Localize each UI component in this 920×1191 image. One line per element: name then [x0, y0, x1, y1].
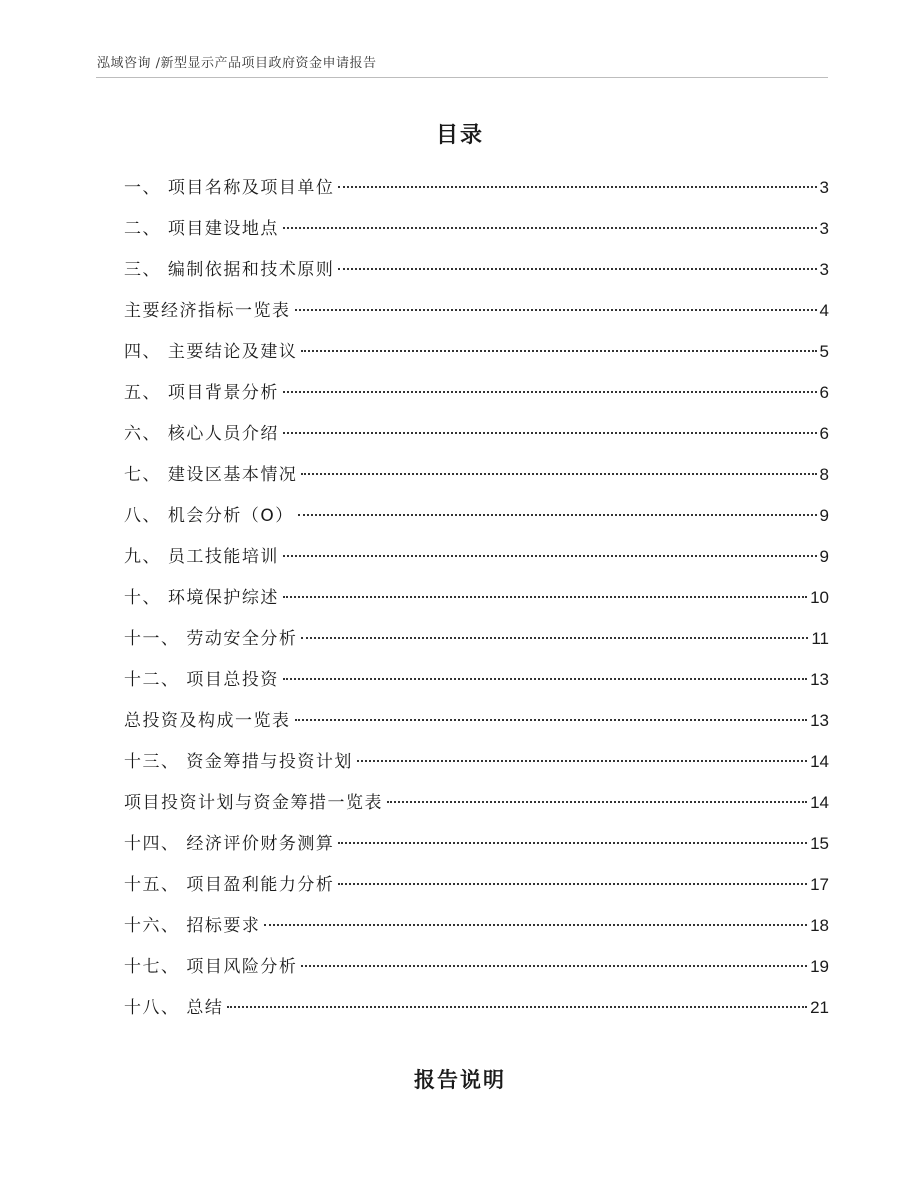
toc-entry-label: 一、 项目名称及项目单位 [124, 178, 335, 198]
toc-dot-leader [283, 227, 817, 229]
toc-entry[interactable] [124, 295, 829, 336]
toc-dot-leader [264, 924, 807, 926]
toc-entry-page-number: 9 [819, 506, 829, 525]
toc-entry-label: 十、 环境保护综述 [124, 588, 279, 608]
toc-entry-label: 四、 主要结论及建议 [124, 342, 298, 362]
toc-entry-label: 十五、 项目盈利能力分析 [124, 875, 335, 895]
toc-dot-leader [338, 186, 816, 188]
toc-entry[interactable] [124, 664, 829, 705]
toc-entry-page-number: 3 [819, 219, 829, 238]
toc-entry-label: 项目投资计划与资金筹措一览表 [124, 793, 383, 813]
toc-entry-page-number: 19 [810, 957, 829, 976]
toc-entry-page-number: 21 [810, 998, 829, 1017]
toc-entry[interactable] [124, 705, 829, 746]
toc-entry-page-number: 11 [811, 629, 829, 648]
toc-entry-label: 三、 编制依据和技术原则 [124, 260, 335, 280]
toc-dot-leader [283, 432, 817, 434]
toc-dot-leader [298, 514, 817, 516]
toc-dot-leader [338, 268, 816, 270]
toc-entry-page-number: 5 [819, 342, 829, 361]
toc-entry-label: 八、 机会分析（O） [124, 506, 294, 526]
toc-dot-leader [301, 637, 808, 639]
toc-entry-label: 五、 项目背景分析 [124, 383, 279, 403]
toc-dot-leader [301, 473, 816, 475]
toc-entry-label: 九、 员工技能培训 [124, 547, 279, 567]
toc-entry-page-number: 18 [810, 916, 829, 935]
toc-entry-page-number: 13 [810, 711, 829, 730]
toc-entry-label: 总投资及构成一览表 [124, 711, 291, 731]
toc-dot-leader [295, 719, 808, 721]
toc-dot-leader [338, 842, 807, 844]
toc-entry-page-number: 3 [819, 178, 829, 197]
toc-dot-leader [295, 309, 817, 311]
toc-entry[interactable] [124, 336, 829, 377]
toc-entry-page-number: 3 [819, 260, 829, 279]
toc-entry[interactable] [124, 254, 829, 295]
toc-entry-page-number: 14 [810, 793, 829, 812]
toc-entry[interactable] [124, 418, 829, 459]
toc-entry[interactable] [124, 869, 829, 910]
toc-entry[interactable] [124, 951, 829, 992]
toc-dot-leader [283, 596, 807, 598]
toc-entry-page-number: 6 [819, 383, 829, 402]
toc-entry-page-number: 17 [810, 875, 829, 894]
toc-entry-page-number: 15 [810, 834, 829, 853]
toc-entry-label: 主要经济指标一览表 [124, 301, 291, 321]
toc-entry[interactable] [124, 541, 829, 582]
toc-dot-leader [283, 678, 807, 680]
toc-entry[interactable] [124, 582, 829, 623]
toc-entry[interactable] [124, 787, 829, 828]
toc-entry-page-number: 14 [810, 752, 829, 771]
toc-dot-leader [357, 760, 807, 762]
toc-entry[interactable] [124, 377, 829, 418]
toc-entry-label: 十二、 项目总投资 [124, 670, 279, 690]
toc-entry-page-number: 10 [810, 588, 829, 607]
toc-entry[interactable] [124, 910, 829, 951]
section-title: 报告说明 [414, 1068, 506, 1092]
toc-entry-label: 十六、 招标要求 [124, 916, 261, 936]
toc-title: 目录 [435, 123, 484, 148]
toc-entry[interactable] [124, 500, 829, 541]
toc-dot-leader [227, 1006, 807, 1008]
toc-entry-page-number: 6 [819, 424, 829, 443]
toc-entry-page-number: 13 [810, 670, 829, 689]
toc-entry-label: 六、 核心人员介绍 [124, 424, 279, 444]
toc-entry-page-number: 4 [819, 301, 829, 320]
toc-entry[interactable] [124, 992, 829, 1033]
toc-entry[interactable] [124, 459, 829, 500]
toc-entry-label: 十三、 资金筹措与投资计划 [124, 752, 353, 772]
toc-dot-leader [283, 391, 817, 393]
page-header: 泓域咨询 /新型显示产品项目政府资金申请报告 [97, 56, 377, 71]
toc-entry[interactable] [124, 746, 829, 787]
toc-dot-leader [301, 350, 816, 352]
toc-dot-leader [283, 555, 817, 557]
toc-entry-page-number: 9 [819, 547, 829, 566]
toc-dot-leader [387, 801, 807, 803]
toc-dot-leader [338, 883, 807, 885]
header-divider [96, 77, 828, 78]
toc-entry-page-number: 8 [819, 465, 829, 484]
toc-entry-label: 二、 项目建设地点 [124, 219, 279, 239]
toc-entry-label: 十一、 劳动安全分析 [124, 629, 298, 649]
toc-entry-label: 十四、 经济评价财务测算 [124, 834, 335, 854]
toc-entry-label: 十七、 项目风险分析 [124, 957, 298, 977]
table-of-contents [124, 172, 829, 1033]
toc-entry[interactable] [124, 213, 829, 254]
toc-entry[interactable] [124, 172, 829, 213]
toc-entry[interactable] [124, 828, 829, 869]
toc-dot-leader [301, 965, 807, 967]
toc-entry[interactable] [124, 623, 829, 664]
toc-entry-label: 十八、 总结 [124, 998, 224, 1018]
toc-entry-label: 七、 建设区基本情况 [124, 465, 298, 485]
